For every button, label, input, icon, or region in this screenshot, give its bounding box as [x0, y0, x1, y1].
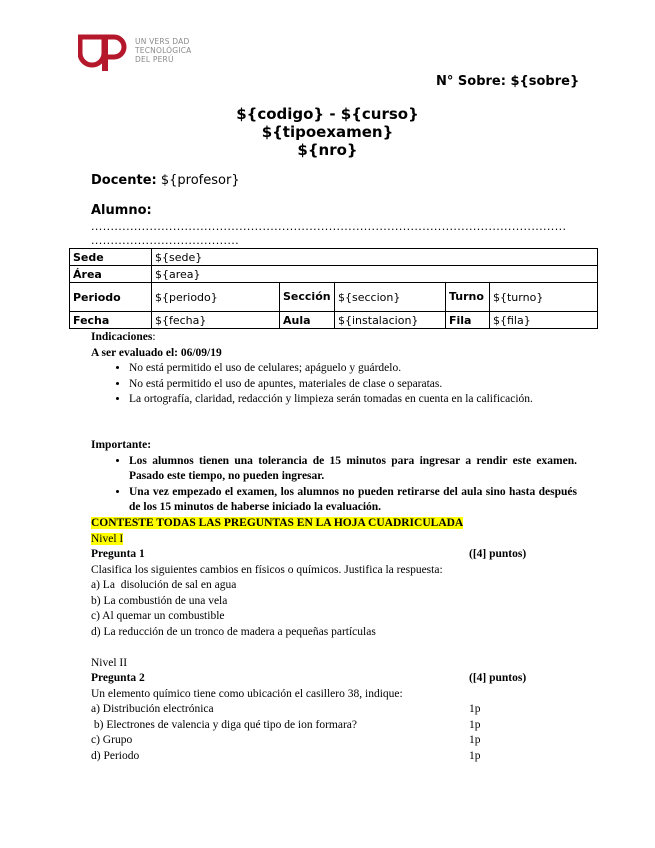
area-label: Área — [70, 266, 152, 283]
docente-label: Docente: — [91, 173, 157, 188]
sede-value: ${sede} — [152, 249, 598, 266]
table-row — [70, 312, 598, 329]
sede-label: Sede — [70, 249, 152, 266]
pregunta2-title: Pregunta 2 — [91, 672, 145, 684]
fecha-value: ${fecha} — [152, 312, 280, 329]
list-item: c) Grupo 1p — [91, 734, 481, 746]
importante-section — [91, 438, 577, 516]
list-item: a) La disolución de sal en agua — [91, 579, 237, 591]
alumno-dots-line1: .......................................................................................................................... — [91, 220, 567, 233]
alumno-label: Alumno: — [91, 203, 152, 218]
instruction-banner: CONTESTE TODAS LAS PREGUNTAS EN LA HOJA CUADRICULADA — [91, 517, 464, 529]
list-item: c) Al quemar un combustible — [91, 610, 225, 622]
turno-value: ${turno} — [490, 283, 598, 312]
exam-title-line2: ${tipoexamen} — [261, 123, 394, 141]
docente-field — [91, 173, 240, 188]
fila-label: Fila — [446, 312, 490, 329]
list-item: b) La combustión de una vela — [91, 594, 228, 607]
list-item: • No está permitido el uso de celulares; apáguelo y guárdelo. — [129, 361, 577, 377]
pregunta1-header — [91, 547, 577, 563]
aula-label: Aula — [280, 312, 335, 329]
pregunta1-statement: Clasifica los siguientes cambios en físicos o químicos. Justifica la respuesta: — [91, 563, 443, 576]
importante-title: Importante: — [91, 439, 152, 451]
fecha-label: Fecha — [70, 312, 152, 329]
list-item: • No está permitido el uso de apuntes, materiales de clase o separatas. — [129, 377, 577, 393]
aula-value: ${instalacion} — [335, 312, 446, 329]
table-row — [70, 283, 598, 312]
fila-value: ${fila} — [490, 312, 598, 329]
table-row — [70, 249, 598, 266]
info-table — [69, 248, 598, 329]
alumno-dots-line2: ...................................... — [91, 234, 240, 247]
turno-label: Turno — [446, 283, 490, 312]
table-row — [70, 266, 598, 283]
periodo-value: ${periodo} — [152, 283, 280, 312]
pregunta1-title: Pregunta 1 — [91, 548, 145, 560]
indicaciones-section: Indicaciones: A ser evaluado el: 06/09/19 • No está permitido el uso de celulares; apáguelo y guárdelo. • No está permitido el uso de apuntes, materiales de clase o separatas. • La ortografía, claridad, redacción y limpieza serán tomadas en cuenta en la calificación. — [91, 330, 577, 408]
nivel2-label: Nivel II — [91, 656, 128, 669]
list-item: • La ortografía, claridad, redacción y limpieza serán tomadas en cuenta en la calificación. — [129, 392, 577, 408]
sobre-number: N° Sobre: ${sobre} — [436, 74, 580, 89]
seccion-label: Sección — [280, 283, 335, 312]
exam-title-line3: ${nro} — [297, 141, 358, 159]
exam-title-line1: ${codigo} - ${curso} — [236, 105, 419, 123]
questions-section — [91, 516, 577, 764]
pregunta1-points: ([4] puntos) — [469, 548, 527, 560]
logo-text: UN VERS DAD TECNOLÓGICA DEL PERÚ — [135, 37, 192, 64]
list-item: a) Distribución electrónica 1p — [91, 703, 481, 715]
nivel1-label: Nivel I — [91, 532, 124, 545]
indicaciones-list — [91, 361, 577, 408]
pregunta2-header — [91, 671, 577, 687]
periodo-label: Periodo — [70, 283, 152, 312]
area-value: ${area} — [152, 266, 598, 283]
list-item: d) La reducción de un tronco de madera a pequeñas partículas — [91, 625, 376, 638]
pregunta2-statement: Un elemento químico tiene como ubicación el casillero 38, indique: — [91, 687, 403, 700]
list-item: b) Electrones de valencia y diga qué tipo de ion formara? 1p — [91, 718, 481, 731]
importante-list — [91, 454, 577, 516]
list-item: • Los alumnos tienen una tolerancia de 15 minutos para ingresar a rendir este examen. Pasado este tiempo, no pueden ingresar. — [129, 454, 577, 485]
fecha-evaluacion: A ser evaluado el: 06/09/19 — [91, 346, 222, 359]
seccion-value: ${seccion} — [335, 283, 446, 312]
pregunta2-points: ([4] puntos) — [469, 672, 527, 684]
utp-logo-mark — [78, 31, 134, 73]
list-item: d) Periodo 1p — [91, 749, 481, 762]
list-item: • Una vez empezado el examen, los alumnos no pueden retirarse del aula sino hasta después de los 15 minutos de haberse iniciado la evaluación. — [129, 485, 577, 516]
docente-value: ${profesor} — [160, 173, 240, 188]
indicaciones-title: Indicaciones — [91, 331, 153, 343]
